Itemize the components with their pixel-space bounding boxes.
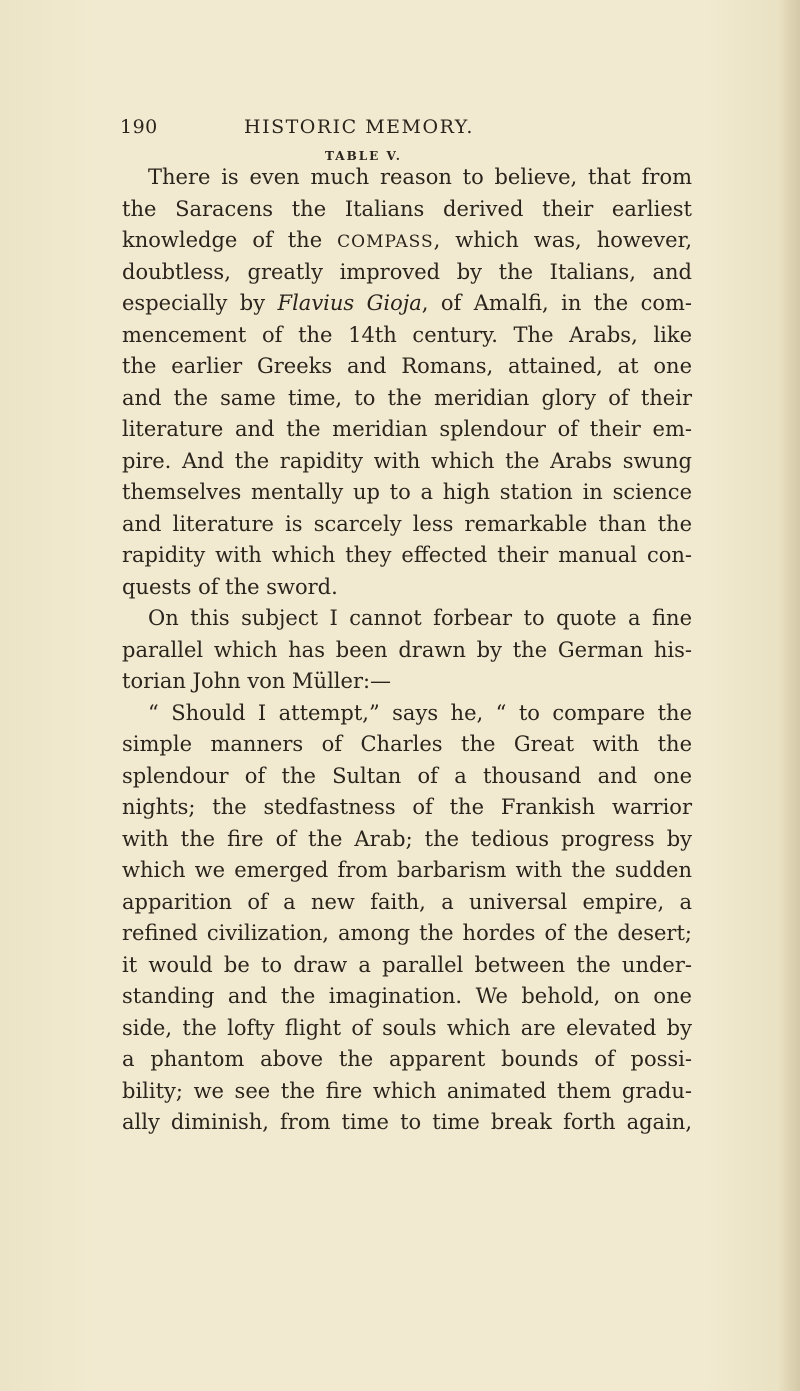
text-line-compass: knowledge of the COMPASS, which was, however, (122, 228, 692, 252)
text-line: splendour of the Sultan of a thousand and one (122, 763, 692, 788)
text-line: side, the lofty flight of souls which are elevated by (122, 1015, 692, 1040)
flavius-gioja-name: Flavius Gioja (277, 291, 422, 315)
paragraph (122, 698, 692, 1139)
text-line: and literature is scarcely less remarkable than the (122, 511, 692, 536)
body-text (122, 162, 692, 1139)
text-line: doubtless, greatly improved by the Italians, and (122, 259, 692, 284)
text-line: ally diminish, from time to time break forth again, (122, 1110, 692, 1134)
text-line: rapidity with which they effected their manual con- (122, 543, 692, 567)
text-line: nights; the stedfastness of the Frankish warrior (122, 795, 692, 819)
text-line: which we emerged from barbarism with the sudden (122, 858, 692, 882)
page-number: 190 (120, 116, 158, 138)
page-edge-shadow (778, 0, 800, 1391)
text-line: pire. And the rapidity with which the Arabs swung (122, 448, 692, 473)
text-line: mencement of the 14th century. The Arabs, like (122, 322, 692, 347)
page-header (120, 116, 680, 146)
paragraph (122, 162, 692, 603)
text-line: bility; we see the fire which animated them gradu- (122, 1078, 692, 1103)
text-line: quests of the sword. (122, 574, 338, 599)
text-line: the Saracens the Italians derived their earliest (122, 196, 692, 221)
text-line: refined civilization, among the hordes of the desert; (122, 921, 692, 945)
text-line: “ Should I attempt,” says he, “ to compare the (148, 700, 692, 725)
text-line: the earlier Greeks and Romans, attained, at one (122, 354, 692, 378)
text-line: apparition of a new faith, a universal empire, a (122, 889, 692, 914)
text-line: it would be to draw a parallel between the under- (122, 952, 692, 977)
text-line-gioja: especially by Flavius Gioja, of Amalfi, in the com- (122, 291, 693, 315)
text-line: simple manners of Charles the Great with the (122, 732, 692, 756)
running-title: HISTORIC MEMORY. (244, 116, 474, 138)
text-line: standing and the imagination. We behold, on one (122, 984, 692, 1008)
text-line: with the fire of the Arab; the tedious progress by (122, 826, 692, 851)
table-label: TABLE V. (325, 149, 402, 163)
paragraph (122, 603, 692, 698)
text-line: and the same time, to the meridian glory of their (122, 385, 692, 410)
text-line: a phantom above the apparent bounds of possi- (122, 1047, 692, 1071)
text-line: torian John von Müller:— (122, 669, 392, 693)
text-line: There is even much reason to believe, that from (148, 165, 692, 189)
text-line: literature and the meridian splendour of their em- (122, 417, 692, 441)
text-line: parallel which has been drawn by the German his- (122, 637, 692, 662)
compass-word: COMPASS (337, 232, 434, 252)
text-line: On this subject I cannot forbear to quote a fine (148, 606, 692, 630)
text-line: themselves mentally up to a high station in science (122, 480, 692, 504)
